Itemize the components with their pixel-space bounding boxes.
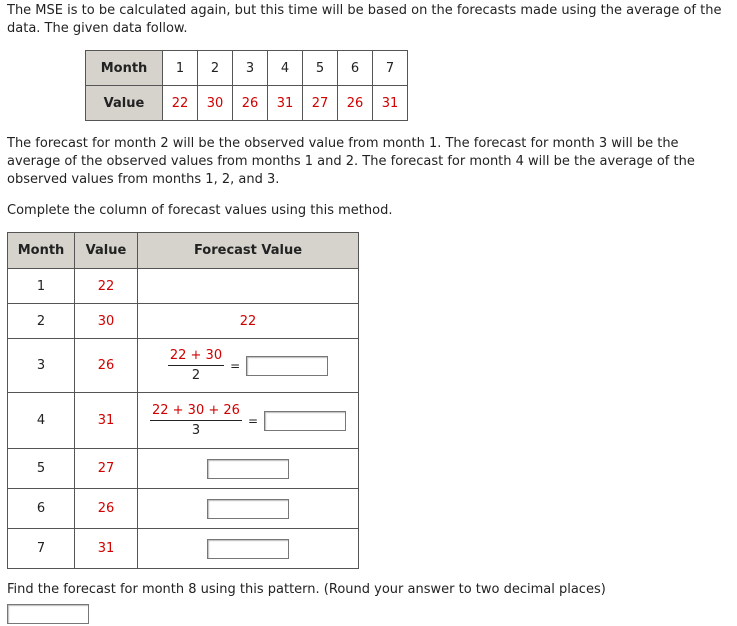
given-data-table xyxy=(85,50,408,121)
given-value-cell: 26 xyxy=(233,86,268,121)
given-value-cell: 22 xyxy=(163,86,198,121)
given-value-header: Value xyxy=(86,86,163,121)
month-cell: 4 xyxy=(8,393,75,449)
value-column-header: Value xyxy=(75,233,138,269)
given-month-row xyxy=(86,51,408,86)
forecast-cell xyxy=(138,393,359,449)
fraction-denominator: 2 xyxy=(191,368,201,383)
forecast-header-row xyxy=(8,233,359,269)
value-cell: 26 xyxy=(75,339,138,393)
value-cell: 30 xyxy=(75,304,138,339)
forecast-input-month-4[interactable] xyxy=(264,411,346,431)
value-cell: 22 xyxy=(75,269,138,304)
value-cell: 31 xyxy=(75,393,138,449)
given-value-cell: 27 xyxy=(303,86,338,121)
given-month-cell: 4 xyxy=(268,51,303,86)
final-question-text: Find the forecast for month 8 using this pattern. (Round your answer to two decimal places) xyxy=(7,582,606,597)
value-cell: 27 xyxy=(75,449,138,489)
forecast-cell xyxy=(138,529,359,569)
month-cell: 7 xyxy=(8,529,75,569)
forecast-cell xyxy=(138,489,359,529)
table-row xyxy=(8,489,359,529)
given-month-cell: 6 xyxy=(338,51,373,86)
value-cell: 31 xyxy=(75,529,138,569)
forecast-input-month-3[interactable] xyxy=(246,356,328,376)
month-cell: 2 xyxy=(8,304,75,339)
forecast-input-month-5[interactable] xyxy=(207,459,289,479)
given-value-cell: 31 xyxy=(268,86,303,121)
given-month-cell: 5 xyxy=(303,51,338,86)
forecast-cell xyxy=(138,339,359,393)
month-cell: 1 xyxy=(8,269,75,304)
given-value-cell: 30 xyxy=(198,86,233,121)
given-month-cell: 1 xyxy=(163,51,198,86)
forecast-cell xyxy=(138,269,359,304)
given-month-header: Month xyxy=(86,51,163,86)
given-month-cell: 7 xyxy=(373,51,408,86)
fraction xyxy=(168,348,224,383)
given-value-cell: 26 xyxy=(338,86,373,121)
intro-text: The MSE is to be calculated again, but this time will be based on the forecasts made using the average of the data. The given data follow. xyxy=(7,3,722,36)
month-cell: 3 xyxy=(8,339,75,393)
equals-sign: = xyxy=(247,413,258,428)
given-value-row xyxy=(86,86,408,121)
equals-sign: = xyxy=(230,358,241,373)
fraction-numerator: 22 + 30 + 26 xyxy=(150,403,242,421)
table-row xyxy=(8,304,359,339)
explanation-text: The forecast for month 2 will be the observed value from month 1. The forecast for month 3 will be the average of the observed values from months 1 and 2. The forecast for month 4 will be the average of the observed values from months 1, 2, and 3. xyxy=(7,136,695,187)
forecast-cell: 22 xyxy=(138,304,359,339)
table-row xyxy=(8,393,359,449)
fraction-numerator: 22 + 30 xyxy=(168,348,224,366)
given-value-cell: 31 xyxy=(373,86,408,121)
forecast-table xyxy=(7,232,359,569)
given-month-cell: 2 xyxy=(198,51,233,86)
given-month-cell: 3 xyxy=(233,51,268,86)
month-column-header: Month xyxy=(8,233,75,269)
month-8-forecast-input[interactable] xyxy=(7,604,89,624)
forecast-input-month-6[interactable] xyxy=(207,499,289,519)
instruction-text: Complete the column of forecast values using this method. xyxy=(7,203,393,218)
table-row xyxy=(8,269,359,304)
month-cell: 6 xyxy=(8,489,75,529)
forecast-column-header: Forecast Value xyxy=(138,233,359,269)
fraction-denominator: 3 xyxy=(191,423,201,438)
fraction xyxy=(150,403,242,438)
table-row xyxy=(8,449,359,489)
value-cell: 26 xyxy=(75,489,138,529)
month-cell: 5 xyxy=(8,449,75,489)
forecast-cell xyxy=(138,449,359,489)
table-row xyxy=(8,529,359,569)
table-row xyxy=(8,339,359,393)
forecast-input-month-7[interactable] xyxy=(207,539,289,559)
